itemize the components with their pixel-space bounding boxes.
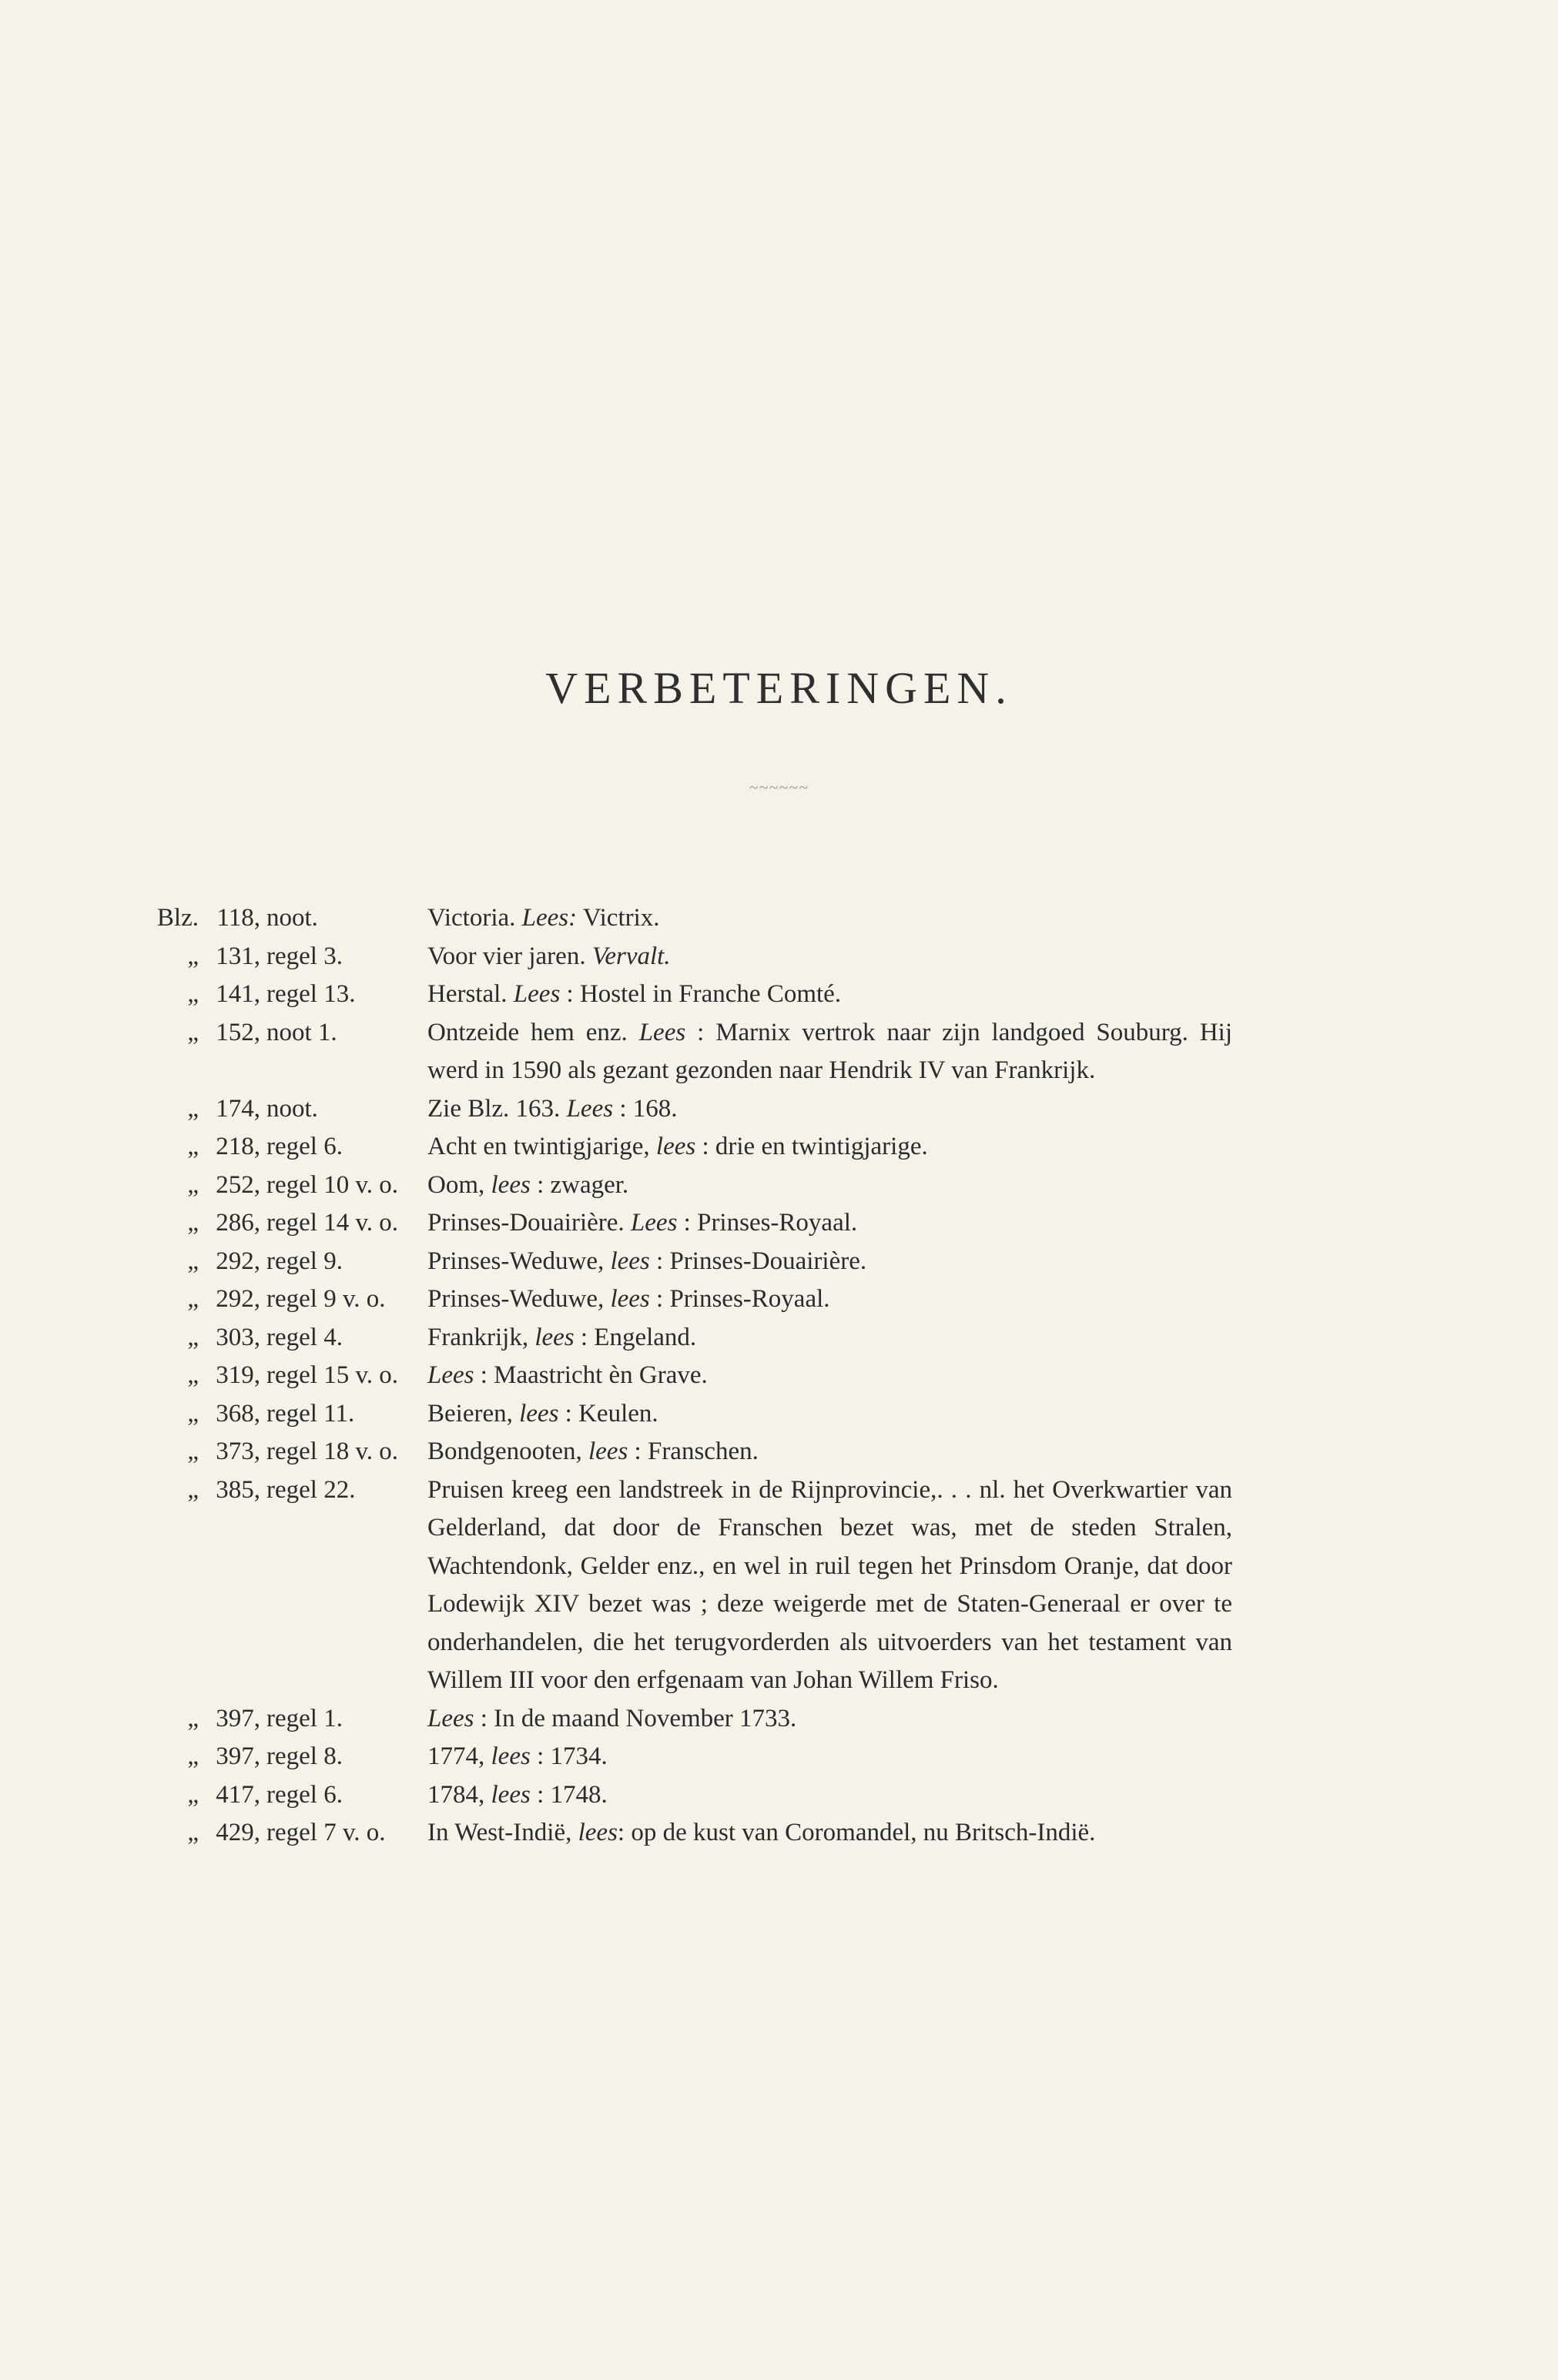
correction-segment: : Hostel in Franche Comté. [560,980,842,1008]
entry-location: regel 14 v. o. [266,1209,399,1237]
correction-segment: 1774, [427,1742,491,1770]
entry-location: regel 10 v. o. [266,1170,399,1199]
entry-location: regel 7 v. o. [266,1819,386,1846]
correction-segment: : Prinses-Royaal. [649,1285,830,1313]
entry-correction-text [427,1243,1232,1281]
entry-page-number: 368, [216,1399,260,1428]
entry-page-number: 252, [216,1170,260,1199]
correction-segment: Victrix. [577,904,660,932]
correction-segment: : Engeland. [574,1323,697,1351]
entry-location: regel 13. [266,980,356,1008]
correction-keyword: lees [491,1170,531,1199]
entry-prefix: „ [187,1819,199,1846]
correction-segment: : Prinses-Royaal. [677,1209,858,1237]
correction-keyword: Lees: [521,904,578,932]
entry-prefix: „ [187,1247,199,1275]
correction-segment: Herstal. [427,980,514,1008]
entry-page-number: 292, [216,1285,260,1313]
correction-keyword: lees [610,1285,650,1313]
entry-correction-text [427,1471,1232,1700]
entry-correction-text [427,1128,1232,1167]
errata-entry [154,976,1309,1014]
errata-entry [154,1204,1309,1243]
correction-keyword: lees [491,1742,531,1770]
errata-entry [154,1280,1309,1319]
entry-correction-text [427,1319,1232,1357]
entry-page-number: 131, [216,942,260,970]
errata-entry [154,1433,1309,1471]
correction-segment: Oom, [427,1170,491,1199]
entry-page-number: 174, [216,1094,260,1123]
correction-segment: : zwager. [530,1170,629,1199]
correction-keyword: Lees [427,1704,474,1732]
entry-page-number: 303, [216,1323,260,1351]
entry-prefix: „ [187,1170,199,1199]
entry-correction-text [427,1700,1232,1739]
correction-segment: : 168. [613,1094,678,1123]
correction-segment: Ontzeide hem enz. [427,1018,639,1046]
entry-correction-text [427,1280,1232,1319]
correction-segment: Beieren, [427,1399,520,1428]
correction-segment: : 1734. [530,1742,608,1770]
correction-keyword: lees [519,1399,559,1428]
correction-segment: : Prinses-Douairière. [649,1247,867,1275]
entry-prefix: „ [187,1133,199,1160]
entry-correction-text [427,1014,1232,1090]
errata-entry [154,1128,1309,1167]
correction-keyword: lees [610,1247,650,1275]
correction-keyword: Lees [427,1361,474,1389]
correction-keyword: Lees [566,1094,614,1123]
entry-location: noot 1. [266,1018,337,1046]
entry-correction-text [427,1090,1232,1129]
correction-keyword: lees [534,1323,575,1351]
correction-segment: : Marnix vertrok naar zijn landgoed Souburg. Hij werd in 1590 als gezant gezonden naar Hendrik IV van Frankrijk. [427,1018,1232,1084]
entry-correction-text [427,1814,1232,1853]
errata-entry [154,1738,1309,1776]
entry-page-number: 397, [216,1704,260,1732]
entry-page-number: 429, [216,1819,260,1846]
entry-page-number: 286, [216,1209,260,1237]
entry-correction-text [427,1395,1232,1434]
entry-correction-text [427,938,1232,976]
correction-segment: : op de kust van Coromandel, nu Britsch-Indië. [617,1819,1096,1846]
entry-location: noot. [266,1094,318,1123]
correction-segment: Victoria. [427,904,522,932]
errata-entry [154,1776,1309,1815]
errata-entry [154,1014,1309,1090]
correction-segment: Pruisen kreeg een landstreek in de Rijnprovincie,. . . nl. het Overkwartier van Gelderland, dat door de Franschen bezet was, met de steden Stralen, Wachtendonk, Gelder enz., en wel in ruil tegen het Prinsdom Oranje, dat door Lodewijk XIV bezet was ; deze weigerde met de Staten-Generaal er over te onderhandelen, die het terugvorderden als uitvoerders van het testament van Willem III voor den erfgenaam van Johan Willem Friso. [427,1475,1232,1694]
entry-location: regel 1. [266,1704,343,1732]
entry-location: regel 22. [266,1475,356,1504]
correction-keyword: lees [588,1438,628,1465]
entry-location: regel 18 v. o. [266,1438,399,1465]
entry-location: regel 4. [266,1323,343,1351]
errata-entry [154,1357,1309,1395]
entry-prefix: „ [187,1361,199,1389]
correction-segment: Prinses-Weduwe, [427,1285,611,1313]
entry-location: regel 8. [266,1742,343,1770]
correction-segment: Voor vier jaren. [427,942,592,970]
entry-location: regel 9 v. o. [266,1285,386,1313]
correction-keyword: Lees [638,1018,686,1046]
errata-entry [154,1395,1309,1434]
page-title: VERBETERINGEN. [545,663,1013,713]
entry-prefix: „ [187,1399,199,1428]
correction-keyword: lees [491,1780,531,1809]
entry-location: regel 6. [266,1133,343,1160]
entry-prefix: „ [187,1094,199,1123]
ornament-divider: ~~~~~~ [749,778,809,797]
correction-keyword: Vervalt. [591,942,671,970]
errata-entry [154,938,1309,976]
entry-correction-text [427,1357,1232,1395]
correction-segment: 1784, [427,1780,491,1809]
entry-page-number: 118, [216,904,260,932]
entry-page-number: 292, [216,1247,260,1275]
entry-correction-text [427,1738,1232,1776]
correction-segment: Prinses-Weduwe, [427,1247,611,1275]
entry-prefix: Blz. [156,904,199,932]
entry-location: regel 15 v. o. [266,1361,399,1389]
correction-segment: : drie en twintigjarige. [695,1133,928,1160]
entry-correction-text [427,1776,1232,1815]
correction-segment: In West-Indië, [427,1819,578,1846]
entry-prefix: „ [187,1285,199,1313]
errata-entry [154,1814,1309,1853]
entry-location: regel 9. [266,1247,343,1275]
errata-entry [154,899,1309,938]
entry-correction-text [427,1204,1232,1243]
entry-prefix: „ [187,942,199,970]
correction-segment: : Franschen. [628,1438,759,1465]
correction-segment: Frankrijk, [427,1323,535,1351]
errata-entry [154,1090,1309,1129]
correction-keyword: lees [578,1819,618,1846]
correction-segment: : 1748. [530,1780,608,1809]
correction-keyword: Lees [630,1209,678,1237]
correction-segment: : Keulen. [558,1399,658,1428]
entry-location: regel 6. [266,1780,343,1809]
correction-keyword: Lees [513,980,561,1008]
correction-segment: Bondgenooten, [427,1438,588,1465]
entry-page-number: 218, [216,1133,260,1160]
entry-page-number: 373, [216,1438,260,1465]
entry-page-number: 385, [216,1475,260,1504]
entry-prefix: „ [187,1018,199,1046]
entry-page-number: 397, [216,1742,260,1770]
entry-prefix: „ [187,1438,199,1465]
entry-location: noot. [266,904,318,932]
correction-segment: : In de maand November 1733. [474,1704,797,1732]
errata-entry [154,1167,1309,1205]
entry-location: regel 3. [266,942,343,970]
entry-page-number: 319, [216,1361,260,1389]
entry-page-number: 141, [216,980,260,1008]
entry-page-number: 417, [216,1780,260,1809]
errata-entry [154,1471,1309,1700]
entry-prefix: „ [187,1780,199,1809]
entry-prefix: „ [187,1323,199,1351]
correction-segment: Prinses-Douairière. [427,1209,631,1237]
correction-segment: Acht en twintigjarige, [427,1133,656,1160]
entry-location: regel 11. [266,1399,355,1428]
correction-keyword: lees [655,1133,696,1160]
entry-correction-text [427,1433,1232,1471]
errata-entry [154,1319,1309,1357]
entry-correction-text [427,976,1232,1014]
entry-prefix: „ [187,1704,199,1732]
entry-page-number: 152, [216,1018,260,1046]
correction-segment: : Maastricht èn Grave. [474,1361,708,1389]
correction-segment: Zie Blz. 163. [427,1094,567,1123]
entry-correction-text [427,899,1232,938]
errata-entry [154,1243,1309,1281]
errata-entry [154,1700,1309,1739]
entry-prefix: „ [187,980,199,1008]
entry-prefix: „ [187,1209,199,1237]
entry-correction-text [427,1167,1232,1205]
entry-prefix: „ [187,1742,199,1770]
errata-list [154,899,1309,1853]
entry-prefix: „ [187,1475,199,1504]
